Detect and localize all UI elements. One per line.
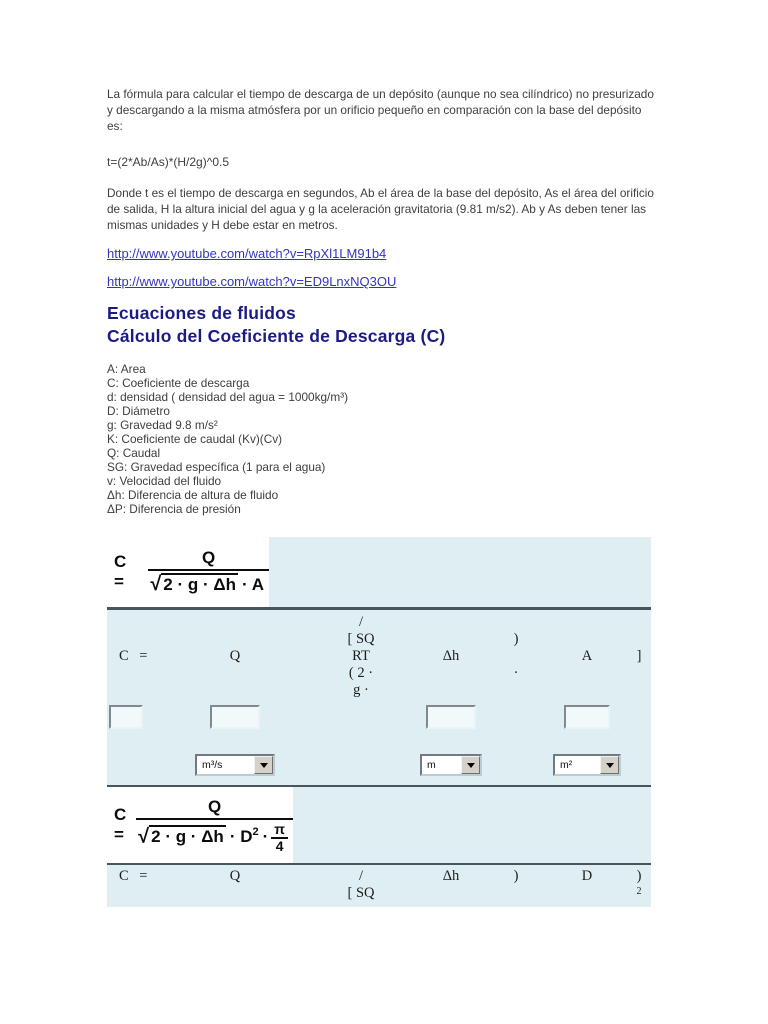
plaintext-formula-upper <box>107 610 651 699</box>
dropdown-arrow-icon[interactable] <box>254 756 273 774</box>
definition-item: Δh: Diferencia de altura de fluido <box>107 488 279 502</box>
sqrt-symbol: √ <box>138 824 150 847</box>
after-root-terms: · A <box>241 575 264 594</box>
explanation-paragraph: Donde t es el tiempo de descarga en segundos, Ab el área de la base del depósito, As el área del orificio de salida, H la altura inicial del agua y g la aceleración gravitatoria (9.81 m/s2). Ab y As deben tener las mismas unidades y H debe estar en metros. <box>107 186 654 232</box>
under-root-terms: 2 · g · Δh <box>163 575 236 594</box>
selected-unit-label: m³/s <box>202 759 223 771</box>
value-input-dh[interactable] <box>426 705 476 729</box>
value-input-q[interactable] <box>210 705 260 729</box>
unit-dropdowns-row <box>107 754 651 776</box>
fraction-numerator: Q <box>202 548 216 567</box>
discharge-coefficient-calculator <box>107 537 651 907</box>
row-background-fill <box>269 537 651 607</box>
calc-bracket: ] <box>636 648 642 664</box>
symbol-definitions-list <box>107 362 660 516</box>
dropdown-arrow-icon[interactable] <box>600 756 619 774</box>
formula-1-image <box>107 537 269 607</box>
definition-item: g: Gravedad 9.8 m/s² <box>107 418 218 432</box>
youtube-link-1[interactable]: http://www.youtube.com/watch?v=RpXl1LM91b4 <box>107 246 387 261</box>
section-title: Ecuaciones de fluidos <box>107 303 296 323</box>
formula-row-area <box>107 537 651 610</box>
calc-symbol-dh: Δh <box>442 868 460 884</box>
pi-over-four: $\frac{\pi}{4}$ <box>271 822 288 854</box>
calc-sqrt-text: / <box>358 614 364 630</box>
definition-item: D: Diámetro <box>107 404 170 418</box>
time-formula-text: t=(2*Ab/As)*(H/2g)^0.5 <box>107 155 230 169</box>
calc-symbol-a: A <box>581 648 593 664</box>
fraction-numerator: Q <box>207 796 222 816</box>
value-inputs-row <box>107 705 651 729</box>
calc-paren: ) <box>636 868 642 884</box>
calc-exponent: 2 <box>636 886 642 897</box>
calc-symbol-d: D <box>581 868 593 884</box>
calc-symbol-dh: Δh <box>442 648 460 664</box>
definition-item: C: Coeficiente de descarga <box>107 376 250 390</box>
definition-item: d: densidad ( densidad del agua = 1000kg/m³) <box>107 390 349 404</box>
fraction-denominator <box>136 818 293 854</box>
dropdown-arrow-icon[interactable] <box>461 756 480 774</box>
intro-paragraph: La fórmula para calcular el tiempo de descarga de un depósito (aunque no sea cilíndrico) no presurizado y descargando a la misma atmósfera por un orificio pequeño en comparación con la base del depósito es: <box>107 87 654 133</box>
formula-row-area <box>107 787 651 865</box>
sqrt-symbol: √ <box>150 573 162 595</box>
subsection-title: Cálculo del Coeficiente de Descarga (C) <box>107 326 446 346</box>
calc-symbol-c: C = <box>119 648 148 664</box>
calc-dot: · <box>513 665 519 681</box>
under-root-terms: 2 · g · Δh <box>151 826 224 846</box>
result-input-c[interactable] <box>109 705 143 729</box>
youtube-link-2[interactable]: http://www.youtube.com/watch?v=ED9LnxNQ3OU <box>107 274 397 289</box>
calculator-row-area <box>107 610 651 787</box>
selected-unit-label: m <box>427 759 436 771</box>
value-input-a[interactable] <box>564 705 610 729</box>
calc-symbol-c: C = <box>119 868 148 884</box>
unit-select-q[interactable] <box>195 754 275 776</box>
definition-item: v: Velocidad del fluido <box>107 474 222 488</box>
diameter-exponent: 2 <box>252 825 259 838</box>
calc-sqrt-text: [ SQ <box>347 631 375 647</box>
definition-item: ΔP: Diferencia de presión <box>107 502 241 516</box>
dot-operator: · <box>262 826 269 846</box>
definition-item: K: Coeficiente de caudal (Kv)(Cv) <box>107 432 283 446</box>
calc-paren: ) <box>513 631 519 647</box>
fraction <box>148 548 269 596</box>
formula-2-image <box>107 787 293 863</box>
selected-unit-label: m² <box>560 759 573 771</box>
calc-sqrt-text: / <box>358 868 364 884</box>
definition-item: SG: Gravedad específica (1 para el agua) <box>107 460 326 474</box>
calc-symbol-q: Q <box>229 868 241 884</box>
unit-select-a[interactable] <box>553 754 621 776</box>
calc-sqrt-text: RT <box>352 648 370 664</box>
formula-lhs: C = <box>114 552 127 591</box>
fraction-denominator <box>148 569 269 596</box>
plaintext-formula-lower <box>107 865 651 907</box>
definition-item: A: Area <box>107 362 146 376</box>
definition-item: Q: Caudal <box>107 446 161 460</box>
calc-paren: ) <box>513 868 519 884</box>
diameter-term: · D <box>229 826 253 846</box>
fraction <box>136 797 293 854</box>
calc-sqrt-text: g · <box>353 682 369 698</box>
calc-sqrt-text: ( 2 · <box>348 665 374 681</box>
unit-select-dh[interactable] <box>420 754 482 776</box>
calc-sqrt-text: [ SQ <box>347 885 375 901</box>
row-background-fill <box>293 787 651 863</box>
calc-symbol-q: Q <box>229 648 241 664</box>
formula-lhs: C = <box>114 805 127 844</box>
